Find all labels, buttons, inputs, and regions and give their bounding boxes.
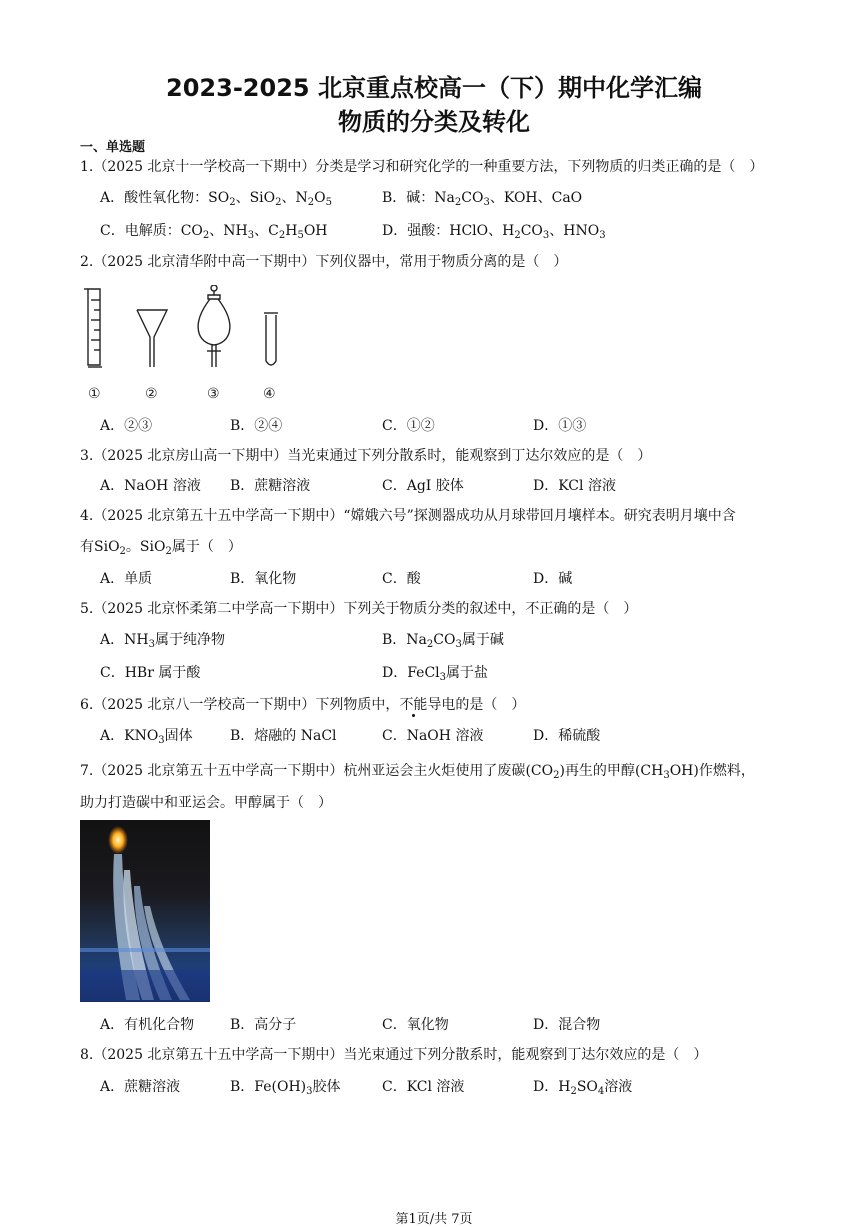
q6-option-b: B．熔融的 NaCl	[230, 728, 337, 744]
question-8-stem: 8.（2025 北京第五十五中学高一下期中）当光束通过下列分散系时，能观察到丁达尔效应的是（ ）	[80, 1047, 708, 1063]
q6-option-c: C．NaOH 溶液	[382, 728, 484, 744]
q5-option-b: B．$Na_2CO_3$属于碱	[382, 632, 504, 650]
label-4: ④	[263, 386, 276, 402]
question-6-stem: 6.（2025 北京八一学校高一下期中）下列物质中，不能导电的是（ ）	[80, 697, 526, 713]
q2-option-c: C．①②	[382, 418, 435, 434]
q1-option-a: A．酸性氧化物：$SO_2$、SiO$_2$、$N_2O_5$	[100, 190, 332, 208]
test-tube-icon	[264, 313, 278, 365]
question-1-stem: 1.（2025 北京十一学校高一下期中）分类是学习和研究化学的一种重要方法，下列物质的归类正确的是（ ）	[80, 159, 764, 175]
question-2-stem: 2.（2025 北京清华附中高一下期中）下列仪器中，常用于物质分离的是（ ）	[80, 254, 568, 270]
q8-option-c: C．KCl 溶液	[382, 1079, 465, 1095]
question-7-stem-line2: 助力打造碳中和亚运会。甲醇属于（ ）	[80, 795, 332, 811]
graduated-cylinder-icon	[84, 289, 102, 367]
q1-option-d: D．强酸：HClO、$H_2CO_3$、$HNO_3$	[382, 223, 606, 241]
page-subtitle: 物质的分类及转化	[338, 108, 530, 136]
q8-option-b: B．$Fe(OH)_3$胶体	[230, 1079, 341, 1097]
q5-option-c: C．HBr 属于酸	[100, 665, 201, 681]
q4-option-a: A．单质	[100, 571, 153, 587]
section-label: 一、单选题	[80, 140, 146, 155]
page-footer: 第1页/共 7页	[395, 1212, 473, 1227]
q6-option-d: D．稀硫酸	[533, 728, 601, 744]
q5-option-a: A．$NH_3$属于纯净物	[100, 632, 225, 650]
question-4-stem-line1: 4.（2025 北京第五十五中学高一下期中）“嫦娥六号”探测器成功从月球带回月壤样本。研究表明月壤中含	[80, 508, 736, 524]
q4-option-c: C．酸	[382, 571, 421, 587]
q1-option-b: B．碱：$Na_2CO_3$、KOH、CaO	[382, 190, 583, 208]
q8-option-d: D．$H_2SO_4$溶液	[533, 1079, 633, 1097]
question-5-stem: 5.（2025 北京怀柔第二中学高一下期中）下列关于物质分类的叙述中，不正确的是（ ）	[80, 601, 638, 617]
question-4-stem-line2: 有SiO$_2$。SiO$_2$属于（ ）	[80, 539, 242, 557]
q7-option-b: B．高分子	[230, 1017, 297, 1033]
label-3: ③	[207, 386, 220, 402]
q3-option-d: D．KCl 溶液	[533, 478, 616, 494]
q1-option-c: C．电解质：$CO_2$、$NH_3$、$C_2H_5OH$	[100, 223, 328, 241]
q6-option-a: A．$KNO_3$固体	[100, 728, 193, 746]
q3-option-b: B．蔗糖溶液	[230, 478, 311, 494]
label-2: ②	[145, 386, 158, 402]
q7-option-c: C．氧化物	[382, 1017, 449, 1033]
q8-option-a: A．蔗糖溶液	[100, 1079, 181, 1095]
question-7-stem-line1: 7.（2025 北京第五十五中学高一下期中）杭州亚运会主火炬使用了废碳$(CO_2)$再生的甲醇$(CH_3OH)$作燃料，	[80, 763, 755, 781]
funnel-icon	[137, 310, 167, 367]
page-title: 2023-2025 北京重点校高一（下）期中化学汇编	[166, 74, 702, 102]
emphasis-no: 不能	[399, 697, 428, 713]
q4-option-b: B．氧化物	[230, 571, 297, 587]
torch-photo	[80, 820, 210, 1002]
q2-option-b: B．②④	[230, 418, 283, 434]
q4-option-d: D．碱	[533, 571, 573, 587]
q3-option-c: C．AgI 胶体	[382, 478, 464, 494]
q3-option-a: A．NaOH 溶液	[100, 478, 201, 494]
q7-option-a: A．有机化合物	[100, 1017, 195, 1033]
q2-option-d: D．①③	[533, 418, 587, 434]
q7-option-d: D．混合物	[533, 1017, 601, 1033]
label-1: ①	[88, 386, 101, 402]
separatory-funnel-icon	[198, 285, 230, 367]
q2-option-a: A．②③	[100, 418, 153, 434]
lab-apparatus-figure	[80, 285, 290, 405]
question-3-stem: 3.（2025 北京房山高一下期中）当光束通过下列分散系时，能观察到丁达尔效应的是（ ）	[80, 448, 652, 464]
q5-option-d: D．FeCl$_3$属于盐	[382, 665, 489, 683]
